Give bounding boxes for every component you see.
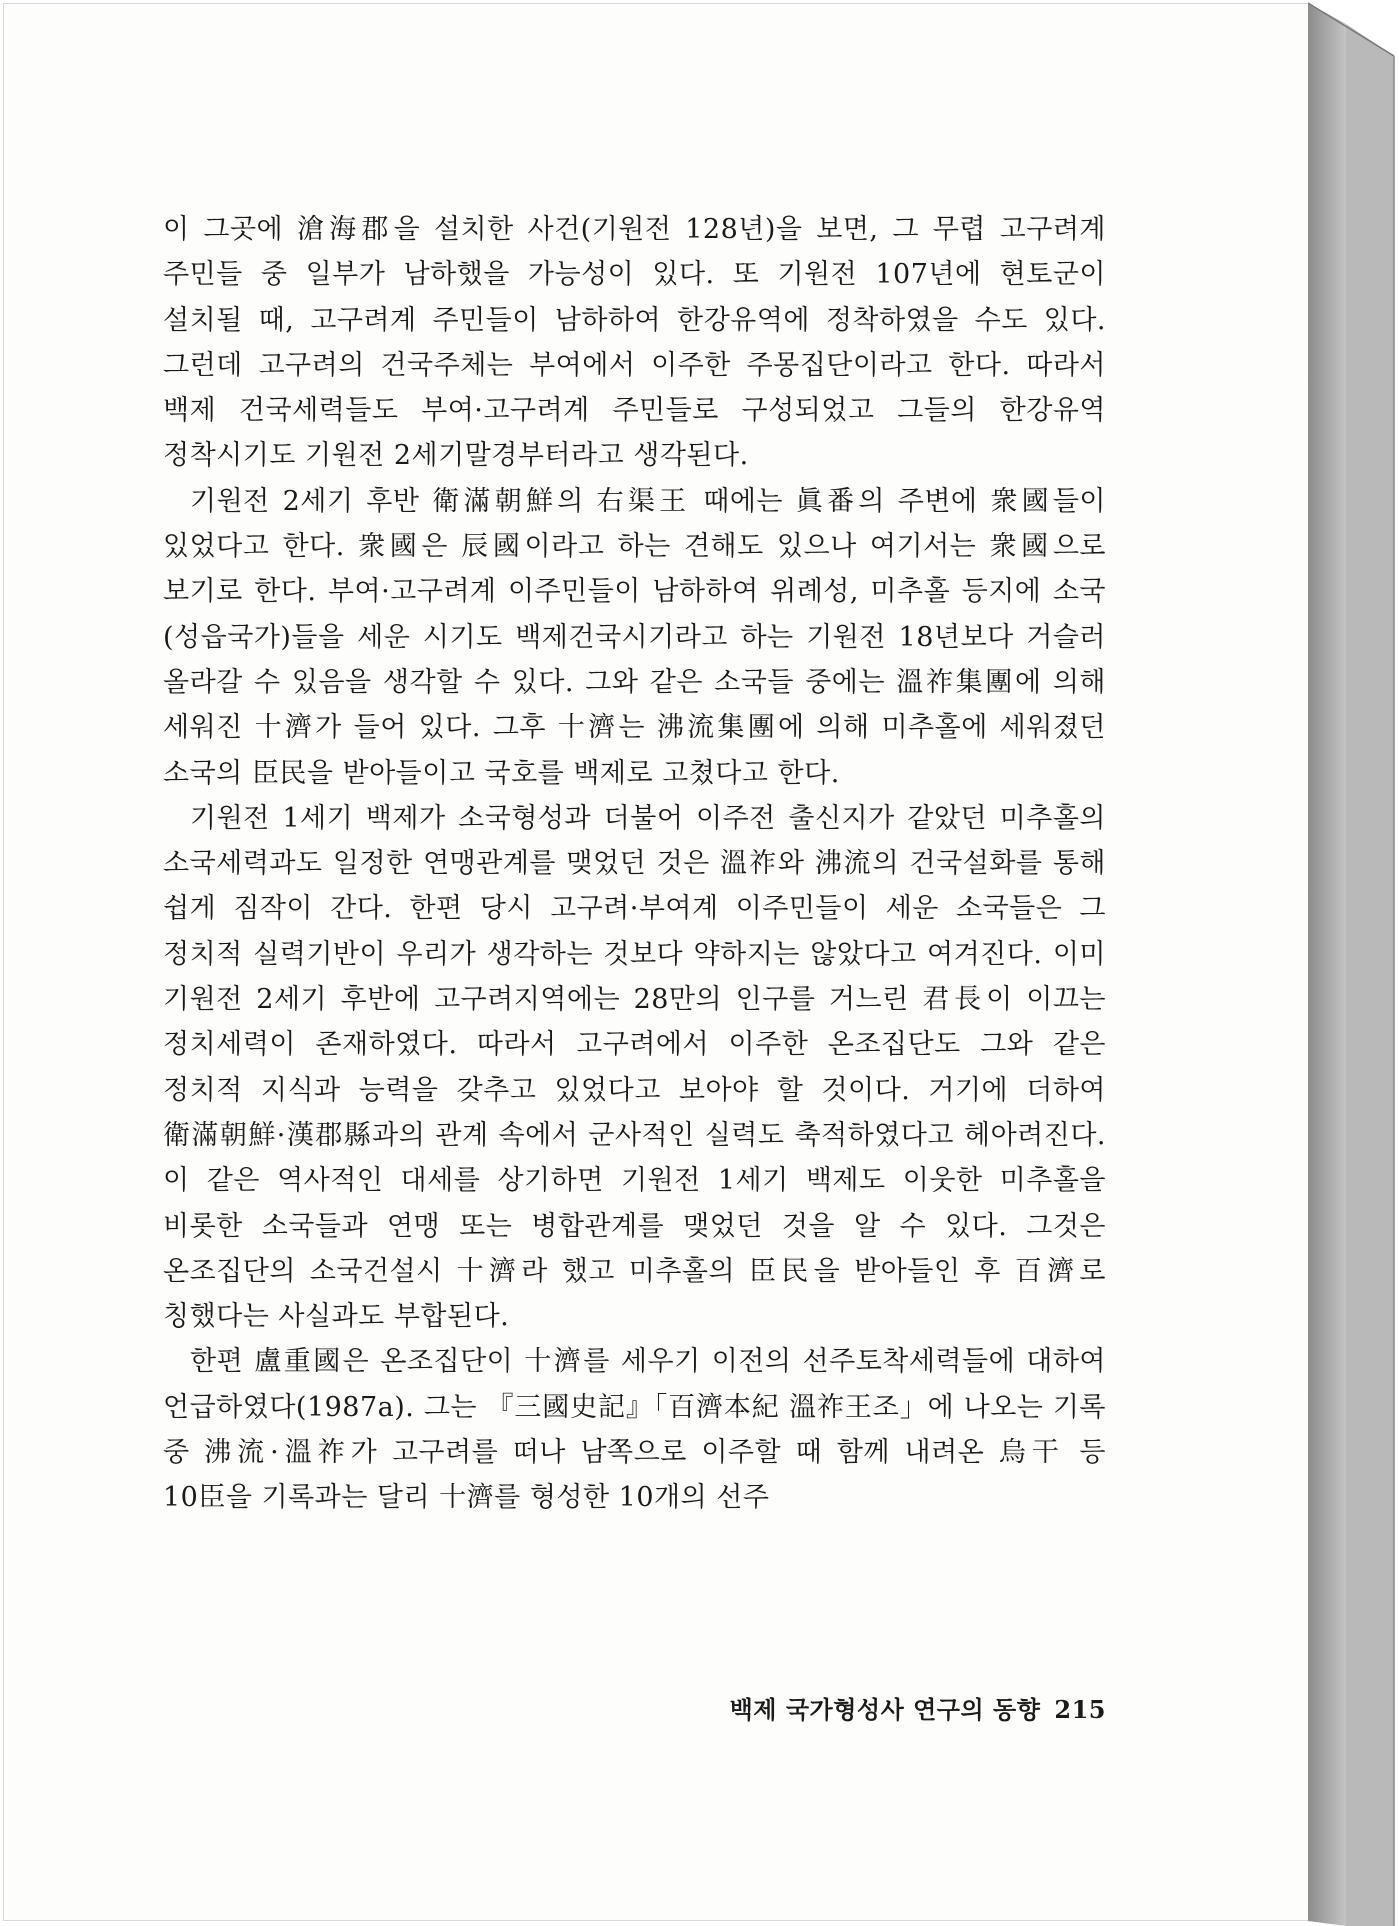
page-number: 215 [1054,1695,1106,1724]
book-page-edge [1308,0,1399,1926]
body-text [163,207,1106,1521]
running-title: 백제 국가형성사 연구의 동향 [729,1695,1041,1724]
paragraph-4: 한편 盧重國은 온조집단이 十濟를 세우기 이전의 선주토착세력들에 대하여 언급하였다(1987a). 그는 『三國史記』「百濟本紀 溫祚王조」에 나오는 기록 중 沸流·溫祚가 고구려를 떠나 남쪽으로 이주할 때 함께 내려온 烏干 등 10臣을 기록과는 달리 十濟를 형성한 10개의 선주 [163,1346,1106,1514]
paragraph-2: 기원전 2세기 후반 衛滿朝鮮의 右渠王 때에는 眞番의 주변에 衆國들이 있었다고 한다. 衆國은 辰國이라고 하는 견해도 있으나 여기서는 衆國으로 보기로 한다. 부여·고구려계 이주민들이 남하하여 위례성, 미추홀 등지에 소국(성읍국가)들을 세운 시기도 백제건국시기라고 하는 기원전 18년보다 거슬러 올라갈 수 있음을 생각할 수 있다. 그와 같은 소국들 중에는 溫祚集團에 의해 세워진 十濟가 들어 있다. 그후 十濟는 沸流集團에 의해 미추홀에 세워졌던 소국의 臣民을 받아들이고 국호를 백제로 고쳤다고 한다. [163,485,1106,789]
paragraph-1: 이 그곳에 滄海郡을 설치한 사건(기원전 128년)을 보면, 그 무렵 고구려계 주민들 중 일부가 남하했을 가능성이 있다. 또 기원전 107년에 현토군이 설치될 때, 고구려계 주민들이 남하하여 한강유역에 정착하였을 수도 있다. 그런데 고구려의 건국주체는 부여에서 이주한 주몽집단이라고 한다. 따라서 백제 건국세력들도 부여·고구려계 주민들로 구성되었고 그들의 한강유역 정착시기도 기원전 2세기말경부터라고 생각된다. [163,214,1106,472]
running-footer [680,1690,1106,1725]
paragraph-3: 기원전 1세기 백제가 소국형성과 더불어 이주전 출신지가 같았던 미추홀의 소국세력과도 일정한 연맹관계를 맺었던 것은 溫祚와 沸流의 건국설화를 통해 쉽게 짐작이 간다. 한편 당시 고구려·부여계 이주민들이 세운 소국들은 그 정치적 실력기반이 우리가 생각하는 것보다 약하지는 않았다고 여겨진다. 이미 기원전 2세기 후반에 고구려지역에는 28만의 인구를 거느린 君長이 이끄는 정치세력이 존재하였다. 따라서 고구려에서 이주한 온조집단도 그와 같은 정치적 지식과 능력을 갖추고 있었다고 보아야 할 것이다. 거기에 더하여 衛滿朝鮮·漢郡縣과의 관계 속에서 군사적인 실력도 축적하였다고 헤아려진다. 이 같은 역사적인 대세를 상기하면 기원전 1세기 백제도 이웃한 미추홀을 비롯한 소국들과 연맹 또는 병합관계를 맺었던 것을 알 수 있다. 그것은 온조집단의 소국건설시 十濟라 했고 미추홀의 臣民을 받아들인 후 百濟로 칭했다는 사실과도 부합된다. [163,802,1106,1333]
